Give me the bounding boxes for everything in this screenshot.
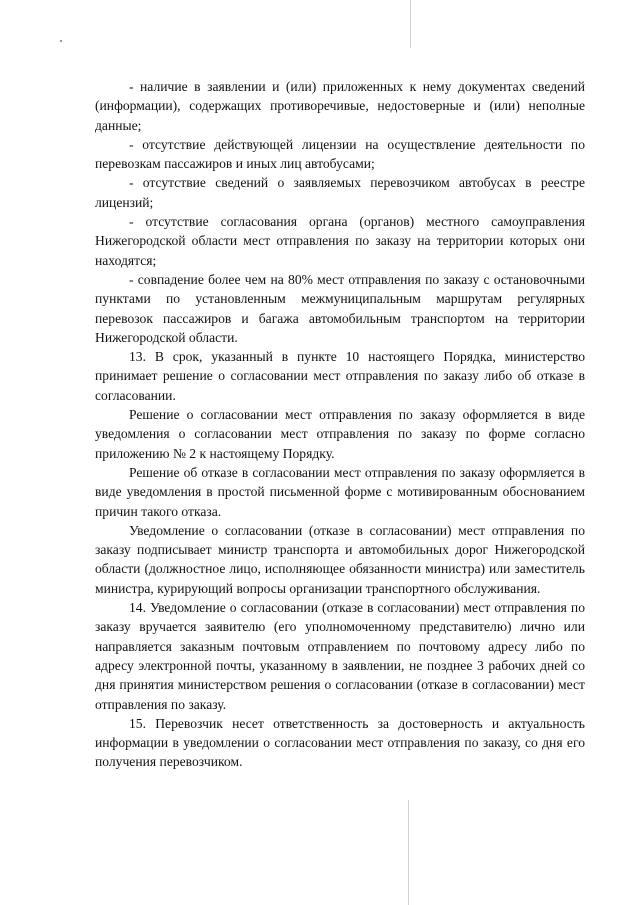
scan-artifact-line [410,0,411,48]
paragraph-approval-form: Решение о согласовании мест отправления по заказу оформляется в виде уведомления о согласовании мест отправления по заказу по форме согласно приложению № 2 к настоящему Порядку. [95,407,585,461]
paragraph-15: 15. Перевозчик несет ответственность за достоверность и актуальность информации в уведомлении о согласовании мест отправления по заказу, со дня его получения перевозчиком. [95,715,585,770]
list-item-no-license: - отсутствие действующей лицензии на осуществление деятельности по перевозкам пассажиров и иных лиц автобусами; [95,136,585,172]
document-body [95,77,585,772]
list-item-stop-overlap: - совпадение более чем на 80% мест отправления по заказу с остановочными пунктами по установленным межмуниципальным маршрутам регулярных перевозок пассажиров и багажа автомобильным транспортом на территории Нижегородской области. [95,271,585,345]
list-item-contradictory-info: - наличие в заявлении и (или) приложенных к нему документах сведений (информации), содержащих противоречивые, недостоверные и (или) неполные данные; [95,79,585,133]
scan-artifact-dot [60,40,62,42]
paragraph-13: 13. В срок, указанный в пункте 10 настоящего Порядка, министерство принимает решение о согласовании мест отправления по заказу либо об отказе в согласовании. [95,349,585,403]
paragraph-14: 14. Уведомление о согласовании (отказе в согласовании) мест отправления по заказу вручается заявителю (его уполномоченному представителю) лично или направляется заказным почтовым отправлением по почтовому адресу либо по адресу электронной почты, указанному в заявлении, не позднее 3 рабочих дней со дня принятия министерством решения о согласовании (отказе в согласовании) мест отправления по заказу. [95,600,585,712]
paragraph-signatory: Уведомление о согласовании (отказе в согласовании) мест отправления по заказу подписывает министр транспорта и автомобильных дорог Нижегородской области (должностное лицо, исполняющее обязанности министра) или заместитель министра, курирующий вопросы организации транспортного обслуживания. [95,522,585,596]
scan-artifact-line [408,800,409,905]
list-item-no-municipal-approval: - отсутствие согласования органа (органов) местного самоуправления Нижегородской области мест отправления по заказу на территории которых они находятся; [95,214,585,268]
list-item-no-bus-registry: - отсутствие сведений о заявляемых перевозчиком автобусах в реестре лицензий; [95,175,585,210]
paragraph-refusal-form: Решение об отказе в согласовании мест отправления по заказу оформляется в виде уведомления в простой письменной форме с мотивированным обоснованием причин такого отказа. [95,464,585,519]
